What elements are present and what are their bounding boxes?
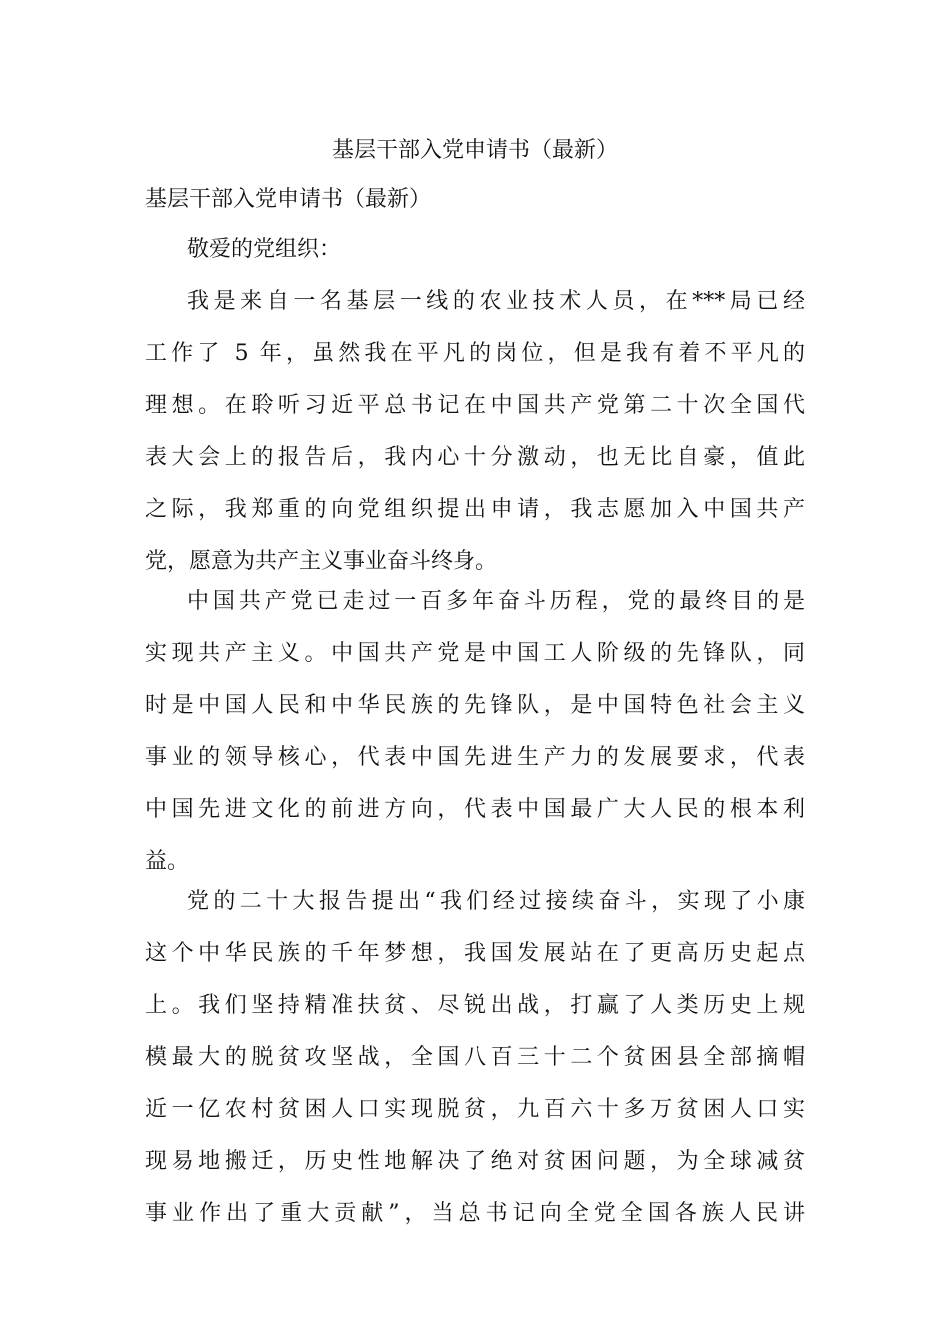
paragraph-line: 模最大的脱贫攻坚战，全国八百三十二个贫困县全部摘帽: [145, 1045, 805, 1070]
paragraph-line: 工作了 5 年，虽然我在平凡的岗位，但是我有着不平凡的: [145, 341, 805, 366]
document-title: 基层干部入党申请书（最新）: [331, 138, 618, 163]
paragraph-line: 表大会上的报告后，我内心十分激动，也无比自豪，值此: [145, 445, 805, 470]
paragraph-line: 中国共产党已走过一百多年奋斗历程，党的最终目的是: [187, 589, 805, 614]
salutation: 敬爱的党组织：: [187, 237, 342, 262]
paragraph-line: 上。我们坚持精准扶贫、尽锐出战，打赢了人类历史上规: [145, 993, 805, 1018]
paragraph-2: [145, 576, 805, 888]
paragraph-line: 党的二十大报告提出“我们经过接续奋斗，实现了小康: [187, 889, 805, 914]
paragraph-line: 近一亿农村贫困人口实现脱贫，九百六十多万贫困人口实: [145, 1097, 805, 1122]
document-subtitle: 基层干部入党申请书（最新）: [145, 187, 432, 212]
paragraph-line: 现易地搬迁，历史性地解决了绝对贫困问题，为全球减贫: [145, 1149, 805, 1174]
paragraph-line: 时是中国人民和中华民族的先锋队，是中国特色社会主义: [145, 693, 805, 718]
paragraph-1: [145, 276, 805, 588]
paragraph-line: 之际，我郑重的向党组织提出申请，我志愿加入中国共产: [145, 497, 805, 522]
paragraph-line: 益。: [145, 849, 190, 874]
paragraph-3: [145, 876, 805, 1240]
paragraph-line: 实现共产主义。中国共产党是中国工人阶级的先锋队，同: [145, 641, 805, 666]
paragraph-line: 事业的领导核心，代表中国先进生产力的发展要求，代表: [145, 745, 805, 770]
paragraph-line: 事业作出了重大贡献”，当总书记向全党全国各族人民讲: [145, 1201, 805, 1226]
paragraph-line: 这个中华民族的千年梦想，我国发展站在了更高历史起点: [145, 941, 805, 966]
paragraph-line: 我是来自一名基层一线的农业技术人员，在***局已经: [187, 289, 805, 314]
paragraph-line: 理想。在聆听习近平总书记在中国共产党第二十次全国代: [145, 393, 805, 418]
paragraph-line: 党，愿意为共产主义事业奋斗终身。: [145, 549, 498, 574]
paragraph-line: 中国先进文化的前进方向，代表中国最广大人民的根本利: [145, 797, 805, 822]
